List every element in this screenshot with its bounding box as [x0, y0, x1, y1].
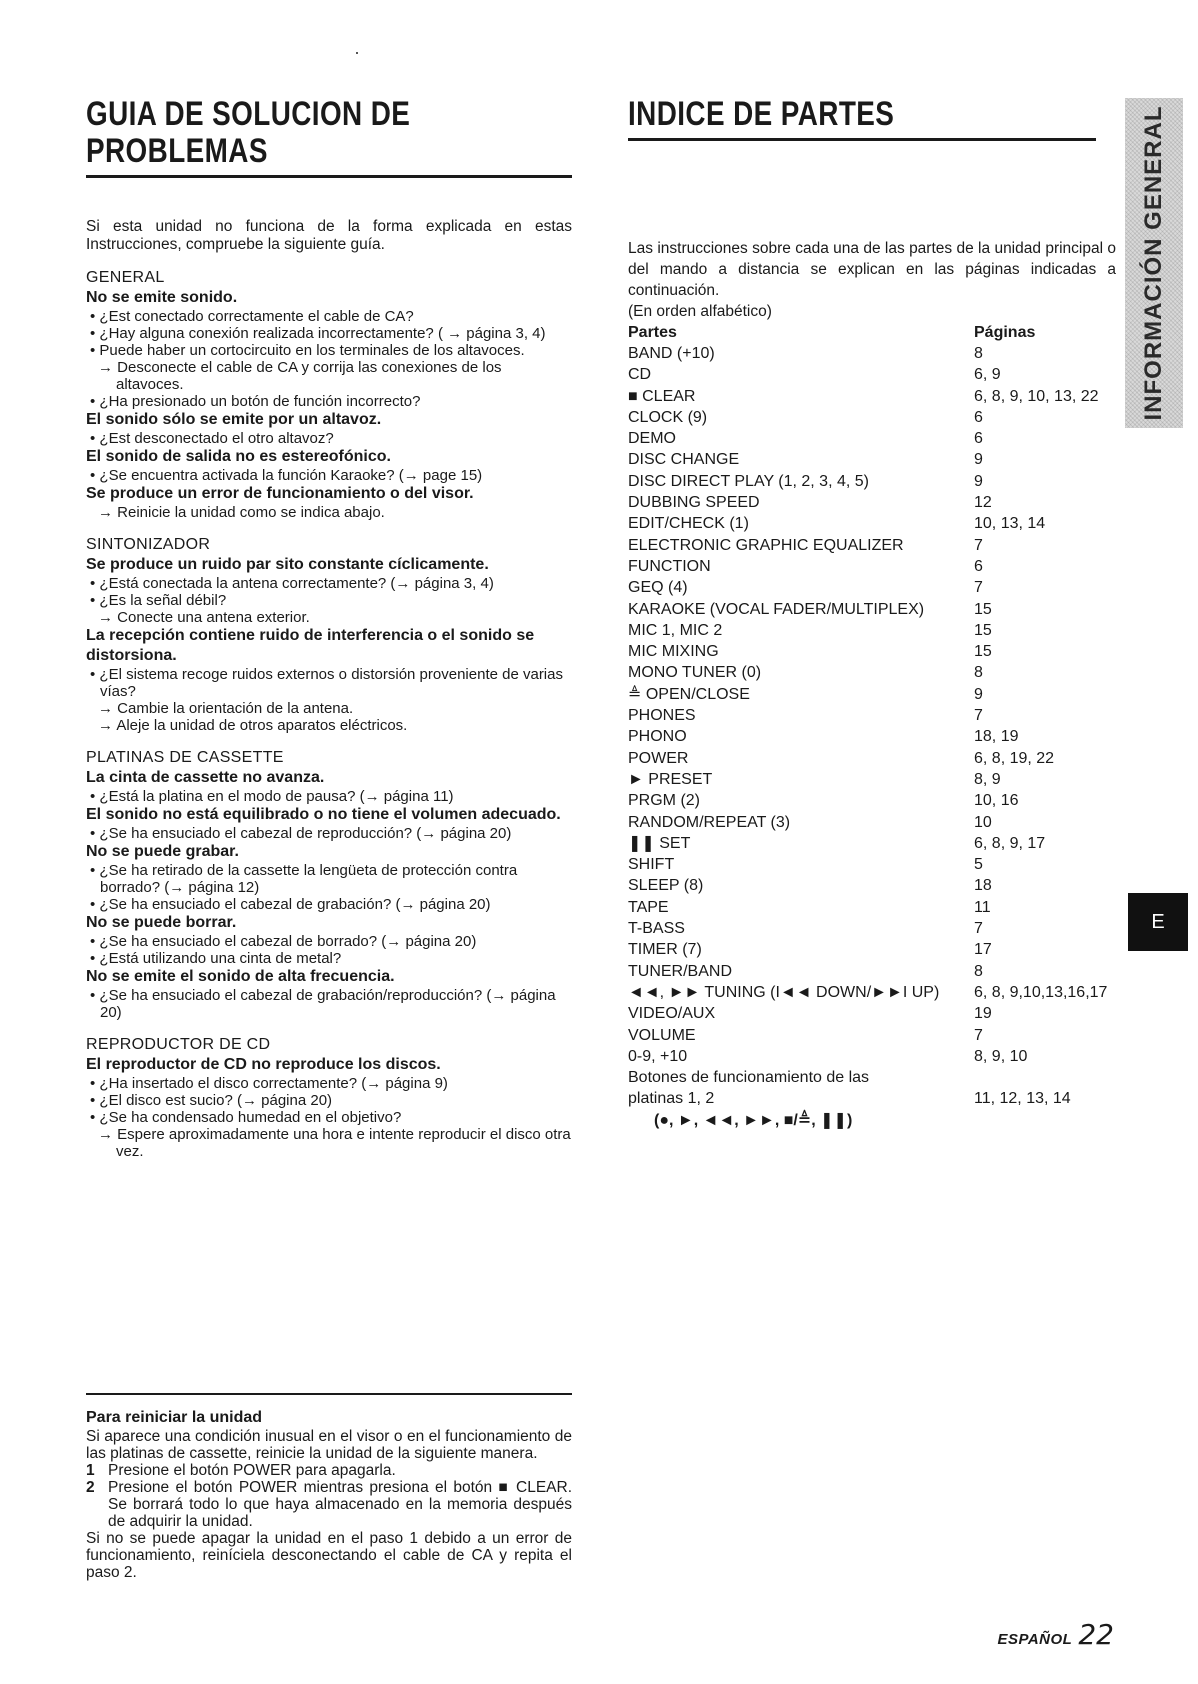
check-item: • ¿Está utilizando una cinta de metal?	[90, 950, 342, 967]
part-pages: 8	[974, 962, 983, 980]
part-name: DISC CHANGE	[628, 451, 740, 469]
part-pages: 6	[974, 408, 983, 426]
part-name: ■ CLEAR	[628, 387, 696, 405]
part-pages: 9	[974, 472, 983, 490]
check-item: • ¿Está la platina en el modo de pausa? (→ página 11)	[90, 788, 454, 805]
part-pages: 18, 19	[974, 728, 1019, 746]
index-row	[628, 577, 1107, 598]
col-header-pages: Páginas	[974, 324, 1036, 341]
part-pages: 6	[974, 557, 983, 575]
index-row	[628, 1025, 1107, 1046]
part-name: Botones de funcionamiento de las	[628, 1069, 870, 1087]
part-name: T-BASS	[628, 920, 685, 938]
index-row	[628, 726, 1107, 747]
part-pages: 8, 9, 10	[974, 1047, 1028, 1065]
part-name: BAND (+10)	[628, 345, 715, 362]
check-item: • ¿Se ha condensado humedad en el objetivo?	[90, 1109, 402, 1126]
part-name: TUNER/BAND	[628, 962, 733, 980]
part-pages: 6, 8, 9, 17	[974, 834, 1046, 852]
remedy-item: → Conecte una antena exterior.	[98, 609, 310, 626]
reset-intro: Si aparece una condición inusual en el visor o en el funcionamiento de las platinas de cassette, reinicie la unidad de la siguiente manera.	[86, 1428, 572, 1462]
part-name: SHIFT	[628, 856, 675, 874]
part-name: MONO TUNER (0)	[628, 664, 762, 682]
part-pages: 15	[974, 643, 992, 661]
index-row	[628, 833, 1107, 854]
part-pages: 8	[974, 664, 983, 682]
check-item: • ¿El disco est sucio? (→ página 20)	[90, 1092, 333, 1109]
check-item: • ¿Hay alguna conexión realizada incorrectamente? ( → página 3, 4)	[90, 325, 546, 342]
problem-heading: Se produce un ruido par sito constante cíclicamente.	[86, 556, 489, 573]
check-item: • ¿Se ha retirado de la cassette la lengüeta de protección contra borrado? (→ página 12)	[90, 862, 518, 896]
page-title-line2: PROBLEMAS	[86, 132, 268, 170]
part-pages: 11, 12, 13, 14	[974, 1090, 1071, 1108]
part-name: ► PRESET	[628, 770, 713, 788]
remedy-item: → Cambie la orientación de la antena.	[98, 700, 354, 717]
index-row	[628, 790, 1107, 811]
index-row	[628, 961, 1107, 982]
index-row	[628, 939, 1107, 960]
index-row	[628, 449, 1107, 470]
index-row	[628, 386, 1107, 407]
index-row	[628, 492, 1107, 513]
part-pages: 19	[974, 1005, 992, 1023]
part-name: ◄◄, ►► TUNING (I◄◄ DOWN/►►I UP)	[628, 983, 940, 1001]
part-pages	[974, 1067, 1107, 1088]
deck-buttons-symbols: (●, ►, ◄◄, ►►, ■/≜, ❚❚)	[654, 1111, 853, 1129]
part-pages: 9	[974, 685, 983, 703]
index-row	[628, 556, 1107, 577]
troubleshooting-sections	[86, 268, 572, 1160]
index-row	[628, 1067, 1107, 1088]
check-item: • Puede haber un cortocircuito en los terminales de los altavoces.	[90, 342, 525, 359]
problem-heading: La recepción contiene ruido de interferencia o el sonido se distorsiona.	[86, 627, 535, 664]
part-name: PHONO	[628, 728, 687, 746]
index-row	[628, 471, 1107, 492]
part-name: EDIT/CHECK (1)	[628, 515, 749, 533]
part-name: MIC 1, MIC 2	[628, 621, 723, 639]
part-pages: 17	[974, 941, 992, 959]
part-name: GEQ (4)	[628, 579, 688, 597]
page-number: 22	[1078, 1618, 1114, 1651]
reset-divider	[86, 1393, 572, 1395]
part-name: RANDOM/REPEAT (3)	[628, 813, 791, 831]
check-item: • ¿Está conectada la antena correctamente? (→ página 3, 4)	[90, 575, 494, 592]
check-item: • ¿Est conectado correctamente el cable de CA?	[90, 308, 414, 325]
part-pages: 12	[974, 494, 992, 512]
part-name: ELECTRONIC GRAPHIC EQUALIZER	[628, 536, 904, 554]
part-pages: 7	[974, 707, 983, 725]
check-item: • ¿Se ha ensuciado el cabezal de grabación? (→ página 20)	[90, 896, 491, 913]
part-name: TIMER (7)	[628, 941, 702, 959]
part-pages: 8, 9	[974, 770, 1001, 788]
section-title: SINTONIZADOR	[86, 536, 211, 553]
check-item: • ¿Se ha ensuciado el cabezal de reproducción? (→ página 20)	[90, 825, 512, 842]
check-item: • ¿El sistema recoge ruidos externos o distorsión proveniente de varias vías?	[90, 666, 563, 700]
part-pages: 6, 8, 9, 10, 13, 22	[974, 387, 1099, 405]
title-rule	[86, 175, 572, 178]
part-pages: 15	[974, 600, 992, 618]
problem-heading: No se emite sonido.	[86, 289, 238, 306]
page-title-line1: GUIA DE SOLUCION DE	[86, 95, 411, 133]
index-row	[628, 343, 1107, 364]
problem-heading: El sonido sólo se emite por un altavoz.	[86, 411, 382, 428]
part-name: DUBBING SPEED	[628, 494, 760, 512]
scan-dot	[356, 52, 358, 54]
index-row	[628, 748, 1107, 769]
parts-index-table	[628, 322, 1107, 1110]
index-row	[628, 428, 1107, 449]
index-row	[628, 513, 1107, 534]
index-row	[628, 982, 1107, 1003]
reset-outro: Si no se puede apagar la unidad en el paso 1 debido a un error de funcionamiento, reiníciela desconectando el cable de CA y repita el paso 2.	[86, 1530, 572, 1581]
problem-heading: El sonido no está equilibrado o no tiene el volumen adecuado.	[86, 806, 561, 823]
section-title: REPRODUCTOR DE CD	[86, 1036, 271, 1053]
check-item: • ¿Es la señal débil?	[90, 592, 227, 609]
reset-instructions	[86, 1408, 572, 1581]
problem-heading: No se emite el sonido de alta frecuencia.	[86, 968, 395, 985]
part-name: VOLUME	[628, 1026, 696, 1044]
part-name: 0-9, +10	[628, 1047, 688, 1065]
index-row	[628, 364, 1107, 385]
part-name: TAPE	[628, 898, 669, 916]
index-row	[628, 875, 1107, 896]
problem-heading: Se produce un error de funcionamiento o del visor.	[86, 485, 474, 502]
part-pages: 18	[974, 877, 992, 895]
part-name: platinas 1, 2	[628, 1090, 715, 1108]
problem-heading: No se puede grabar.	[86, 843, 239, 860]
index-row	[628, 599, 1107, 620]
part-pages: 7	[974, 920, 983, 938]
parts-index-column	[628, 96, 1116, 1132]
index-row	[628, 641, 1107, 662]
index-row	[628, 769, 1107, 790]
index-intro: Las instrucciones sobre cada una de las partes de la unidad principal o del mando a distancia se explican en las páginas indicadas a continuación.	[628, 240, 1116, 299]
col-header-parts: Partes	[628, 324, 677, 341]
part-pages: 10, 16	[974, 792, 1019, 810]
problem-heading: El reproductor de CD no reproduce los discos.	[86, 1056, 441, 1073]
index-row	[628, 854, 1107, 875]
part-name: CLOCK (9)	[628, 408, 708, 426]
part-pages: 10, 13, 14	[974, 515, 1046, 533]
part-pages: 7	[974, 579, 983, 597]
index-row	[628, 1046, 1107, 1067]
check-item: • ¿Ha presionado un botón de función incorrecto?	[90, 393, 421, 410]
index-row	[628, 705, 1107, 726]
intro-paragraph: Si esta unidad no funciona de la forma explicada en estas Instrucciones, compruebe la siguiente guía.	[86, 218, 572, 253]
problem-heading: No se puede borrar.	[86, 914, 237, 931]
page-footer	[997, 1618, 1114, 1651]
section-tab	[1125, 98, 1183, 428]
order-note: (En orden alfabético)	[628, 303, 772, 320]
part-name: DISC DIRECT PLAY (1, 2, 3, 4, 5)	[628, 472, 869, 490]
check-item: • ¿Se encuentra activada la función Karaoke? (→ page 15)	[90, 467, 483, 484]
part-pages: 11	[974, 898, 991, 916]
check-item: • ¿Est desconectado el otro altavoz?	[90, 430, 334, 447]
problem-heading: El sonido de salida no es estereofónico.	[86, 448, 391, 465]
part-name: SLEEP (8)	[628, 877, 704, 895]
index-title: INDICE DE PARTES	[628, 95, 895, 133]
index-title-rule	[628, 138, 1096, 141]
index-row	[628, 407, 1107, 428]
footer-language: ESPAÑOL	[997, 1631, 1073, 1648]
part-name: POWER	[628, 749, 689, 767]
part-name: MIC MIXING	[628, 643, 719, 661]
reset-title: Para reiniciar la unidad	[86, 1409, 263, 1426]
remedy-item: → Desconecte el cable de CA y corrija las conexiones de los altavoces.	[98, 359, 502, 393]
part-pages: 6, 8, 19, 22	[974, 749, 1055, 767]
part-name: CD	[628, 366, 652, 384]
index-row	[628, 812, 1107, 833]
problem-heading: La cinta de cassette no avanza.	[86, 769, 325, 786]
part-pages: 7	[974, 1026, 983, 1044]
index-row	[628, 897, 1107, 918]
section-title: PLATINAS DE CASSETTE	[86, 749, 284, 766]
remedy-item: → Aleje la unidad de otros aparatos eléctricos.	[98, 717, 408, 734]
index-row	[628, 1003, 1107, 1024]
part-name: ≜ OPEN/CLOSE	[628, 685, 750, 703]
check-item: • ¿Se ha ensuciado el cabezal de grabación/reproducción? (→ página 20)	[90, 987, 556, 1021]
troubleshooting-column	[86, 96, 572, 1160]
remedy-item: → Espere aproximadamente una hora e intente reproducir el disco otra vez.	[98, 1126, 571, 1160]
part-pages: 6, 8, 9,10,13,16,17	[974, 983, 1108, 1001]
index-row	[628, 620, 1107, 641]
part-name: KARAOKE (VOCAL FADER/MULTIPLEX)	[628, 600, 925, 618]
part-name: DEMO	[628, 430, 676, 448]
part-pages: 7	[974, 536, 983, 554]
index-row	[628, 662, 1107, 683]
part-pages: 15	[974, 621, 992, 639]
section-tab-label: INFORMACIÓN GENERAL	[1140, 105, 1167, 421]
index-row	[628, 918, 1107, 939]
part-pages: 9	[974, 451, 983, 469]
index-row	[628, 1088, 1107, 1109]
part-pages: 6	[974, 430, 983, 448]
part-name: VIDEO/AUX	[628, 1005, 716, 1023]
section-title: GENERAL	[86, 269, 165, 286]
language-tab: E	[1128, 893, 1188, 951]
part-name: PHONES	[628, 707, 696, 725]
part-pages: 10	[974, 813, 992, 831]
part-pages: 6, 9	[974, 366, 1001, 384]
check-item: • ¿Se ha ensuciado el cabezal de borrado? (→ página 20)	[90, 933, 477, 950]
index-row	[628, 684, 1107, 705]
remedy-item: → Reinicie la unidad como se indica abajo.	[98, 504, 385, 521]
part-name: FUNCTION	[628, 557, 711, 575]
part-name: PRGM (2)	[628, 792, 700, 810]
reset-step: 2 Presione el botón POWER mientras presiona el botón ■ CLEAR. Se borrará todo lo que haya almacenado en la memoria después de adquirir la unidad.	[86, 1479, 572, 1530]
part-name: ❚❚ SET	[628, 834, 691, 852]
index-row	[628, 535, 1107, 556]
part-pages: 8	[974, 345, 983, 362]
reset-step: 1 Presione el botón POWER para apagarla.	[86, 1462, 396, 1479]
part-pages: 5	[974, 856, 983, 874]
check-item: • ¿Ha insertado el disco correctamente? (→ página 9)	[90, 1075, 448, 1092]
